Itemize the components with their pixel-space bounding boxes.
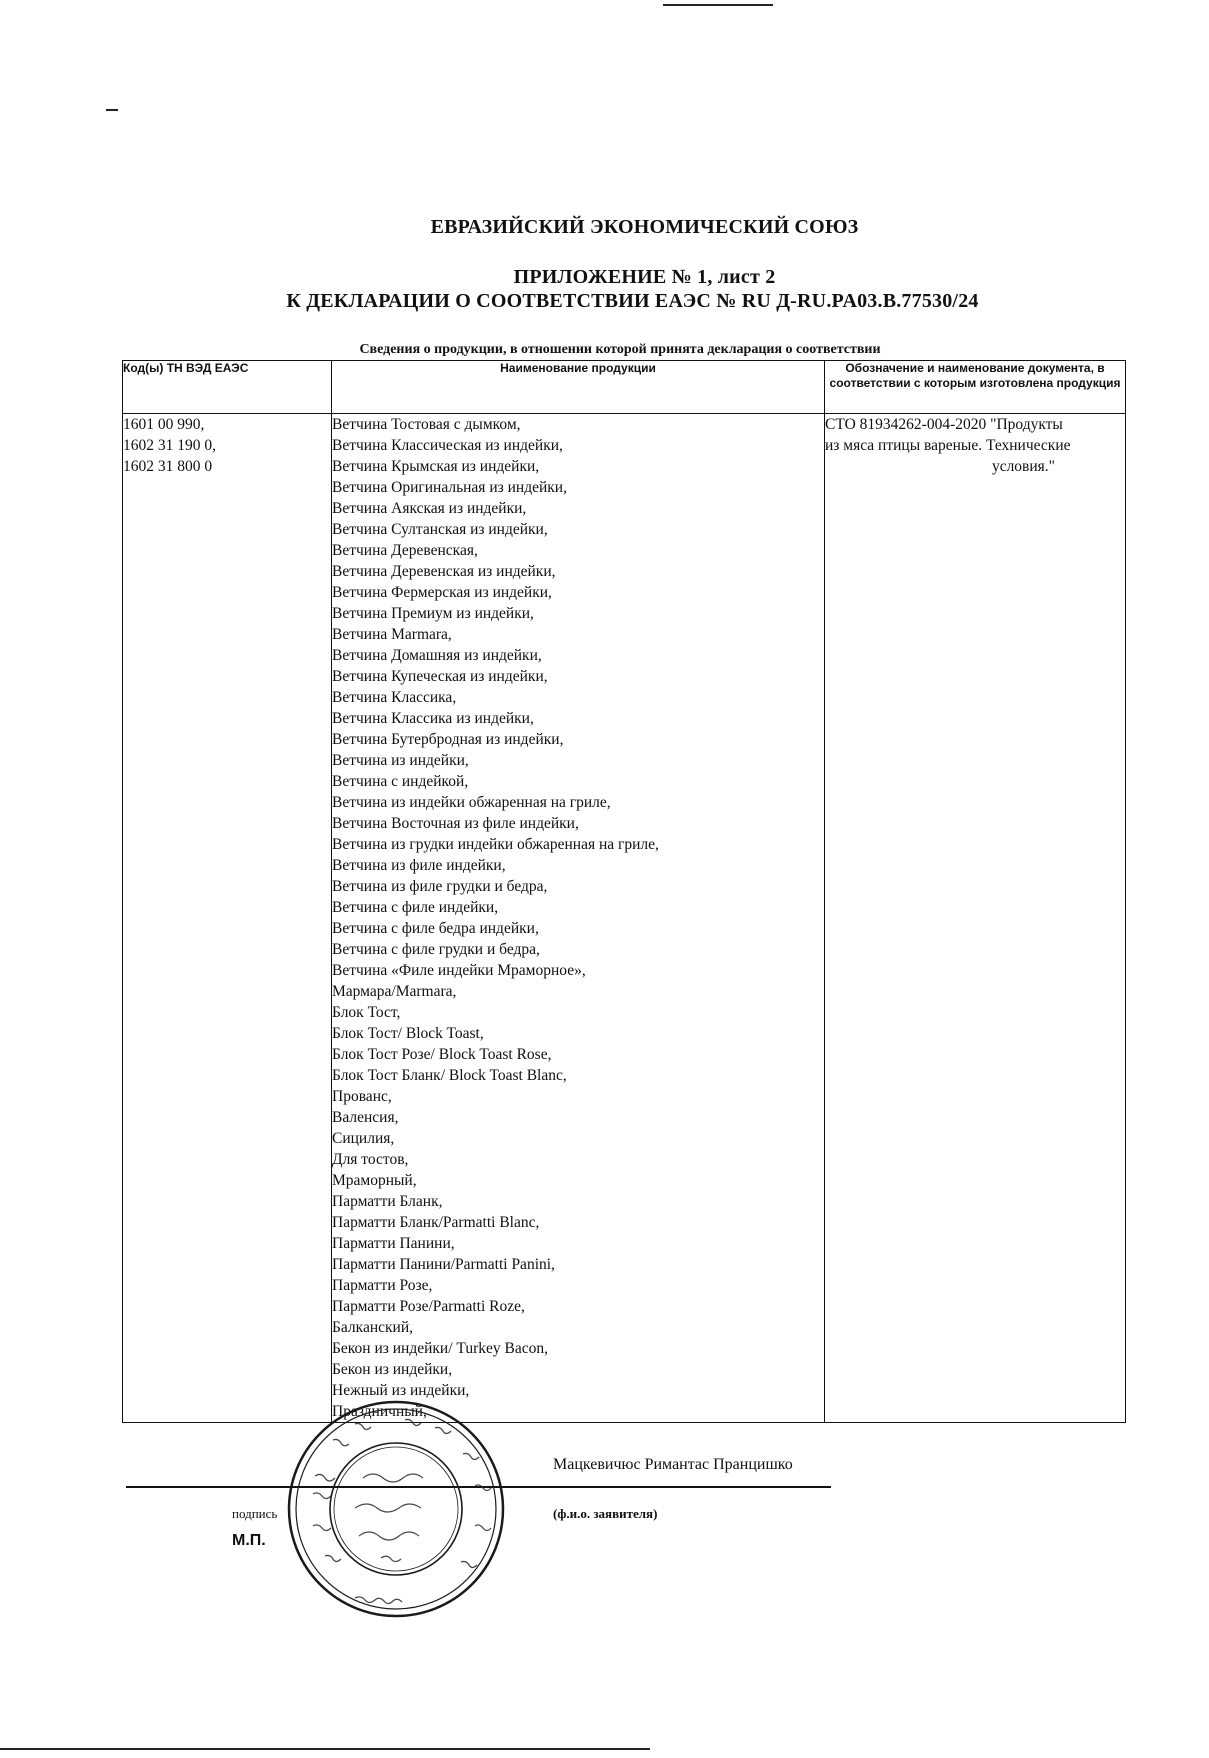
tn-ved-code: 1602 31 800 0 <box>123 458 213 475</box>
product-name: Парматти Панини/Parmatti Panini, <box>332 1256 555 1273</box>
tn-ved-code: 1602 31 190 0, <box>123 437 216 454</box>
codes-cell <box>123 414 332 1423</box>
product-name: Валенсия, <box>332 1109 399 1126</box>
scan-mark-left <box>106 109 118 111</box>
product-name: Ветчина из грудки индейки обжаренная на гриле, <box>332 836 659 853</box>
product-name: Ветчина Деревенская, <box>332 542 478 559</box>
product-name: Нежный из индейки, <box>332 1382 470 1399</box>
table-caption: Сведения о продукции, в отношении которой принята декларация о соответствии <box>359 342 881 357</box>
product-name: Блок Тост, <box>332 1004 401 1021</box>
product-name: Балканский, <box>332 1319 413 1336</box>
product-name: Ветчина Классика из индейки, <box>332 710 534 727</box>
product-name: Парматти Панини, <box>332 1235 455 1252</box>
product-name: Ветчина Восточная из филе индейки, <box>332 815 579 832</box>
header-document: Обозначение и наименование документа, в соответствии с которым изготовлена продукция <box>825 361 1126 414</box>
table-header-row <box>123 361 1126 414</box>
product-name: Прованс, <box>332 1088 392 1105</box>
product-name: Блок Тост Бланк/ Block Toast Blanc, <box>332 1067 567 1084</box>
product-name: Бекон из индейки, <box>332 1361 453 1378</box>
product-name: Праздничный, <box>332 1403 427 1420</box>
product-name: Парматти Бланк, <box>332 1193 443 1210</box>
product-name: Ветчина с индейкой, <box>332 773 469 790</box>
product-name: Ветчина с филе грудки и бедра, <box>332 941 540 958</box>
product-name: Ветчина Купеческая из индейки, <box>332 668 548 685</box>
product-name: Парматти Розе/Parmatti Roze, <box>332 1298 525 1315</box>
applicant-name: Мацкевичюс Римантас Пранцишко <box>553 1456 793 1473</box>
declaration-title: К ДЕКЛАРАЦИИ О СООТВЕТСТВИИ ЕАЭС № RU Д-RU.PA03.B.77530/24 <box>286 290 979 312</box>
document-line: условия." <box>991 458 1055 475</box>
products-table <box>122 360 1126 1423</box>
product-name: Ветчина Крымская из индейки, <box>332 458 540 475</box>
product-name: Мраморный, <box>332 1172 417 1189</box>
product-name: Блок Тост/ Block Toast, <box>332 1025 484 1042</box>
document-cell <box>825 414 1126 1423</box>
product-name: Ветчина Тостовая с дымком, <box>332 416 521 433</box>
product-name: Ветчина Классическая из индейки, <box>332 437 563 454</box>
scan-mark-top <box>663 4 773 6</box>
product-name: Парматти Розе, <box>332 1277 433 1294</box>
product-name: Ветчина с филе индейки, <box>332 899 499 916</box>
annex-title: ПРИЛОЖЕНИЕ № 1, лист 2 <box>513 266 776 288</box>
product-name: Ветчина Marmara, <box>332 626 452 643</box>
document-line: из мяса птицы вареные. Технические <box>825 437 1071 454</box>
fio-label: (ф.и.о. заявителя) <box>553 1506 658 1521</box>
table-row <box>123 414 1126 1423</box>
product-name: Ветчина из филе индейки, <box>332 857 506 874</box>
product-name: Ветчина Деревенская из индейки, <box>332 563 556 580</box>
header-code: Код(ы) ТН ВЭД ЕАЭС <box>123 361 332 414</box>
product-name: Ветчина из индейки обжаренная на гриле, <box>332 794 611 811</box>
tn-ved-code: 1601 00 990, <box>123 416 205 433</box>
product-name: Блок Тост Розе/ Block Toast Rose, <box>332 1046 552 1063</box>
product-name: Ветчина Фермерская из индейки, <box>332 584 552 601</box>
product-name: Ветчина Премиум из индейки, <box>332 605 534 622</box>
product-name: Ветчина Султанская из индейки, <box>332 521 548 538</box>
signature-label: подпись <box>232 1506 278 1521</box>
product-name: Бекон из индейки/ Turkey Bacon, <box>332 1340 548 1357</box>
stamp-place-label: М.П. <box>232 1532 266 1549</box>
company-seal <box>285 1398 507 1620</box>
product-name: Сицилия, <box>332 1130 395 1147</box>
scan-mark-bottom <box>0 1748 650 1750</box>
union-title: ЕВРАЗИЙСКИЙ ЭКОНОМИЧЕСКИЙ СОЮЗ <box>430 216 859 238</box>
document-line: СТО 81934262-004-2020 "Продукты <box>825 416 1063 433</box>
product-name: Ветчина Оригинальная из индейки, <box>332 479 567 496</box>
product-name: Ветчина из филе грудки и бедра, <box>332 878 548 895</box>
product-name: Парматти Бланк/Parmatti Blanc, <box>332 1214 540 1231</box>
product-names-cell <box>332 414 825 1423</box>
product-name: Ветчина Классика, <box>332 689 457 706</box>
product-name: Ветчина с филе бедра индейки, <box>332 920 539 937</box>
header-product-name: Наименование продукции <box>332 361 825 414</box>
product-name: Ветчина Бутербродная из индейки, <box>332 731 564 748</box>
product-name: Для тостов, <box>332 1151 409 1168</box>
product-name: Ветчина из индейки, <box>332 752 469 769</box>
product-name: Ветчина Аякская из индейки, <box>332 500 527 517</box>
product-name: Ветчина «Филе индейки Мраморное», <box>332 962 586 979</box>
product-name: Мармара/Marmara, <box>332 983 457 1000</box>
product-name: Ветчина Домашняя из индейки, <box>332 647 542 664</box>
